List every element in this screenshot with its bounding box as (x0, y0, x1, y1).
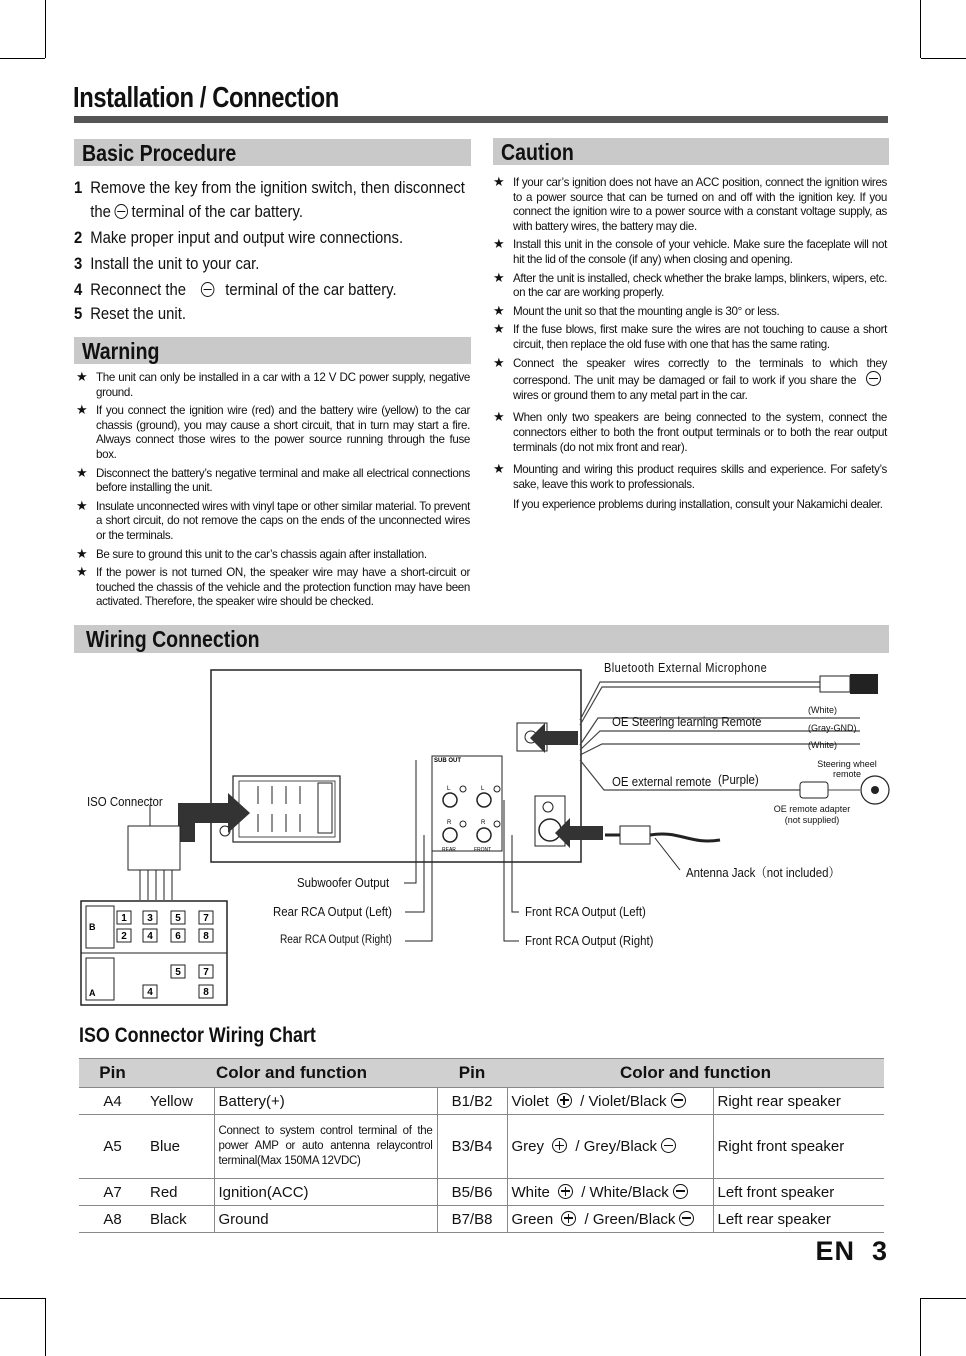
front-tag: FRONT (474, 847, 492, 853)
oe-adapter-label: OE remote adapter (not supplied) (773, 804, 851, 825)
rca-jack (477, 828, 491, 842)
bt-mic-label: Bluetooth External Microphone (604, 661, 768, 675)
color-function-header: Color and function (146, 1059, 437, 1088)
star-bullet-icon: ★ (493, 236, 505, 252)
warning-item: ★ Insulate unconnected wires with vinyl tape or other similar material. To prevent a short circuit, do not remove the caps on the ends of the unconnected wires or the terminals. (76, 497, 470, 542)
pin-number: 3 (147, 913, 153, 924)
star-bullet-icon: ★ (493, 461, 505, 477)
r-tag: R (447, 820, 452, 826)
minus-terminal-icon (866, 371, 881, 386)
caution-item: ★ Mounting and wiring this product requires skills and experience. For safety’s sake, leave this work to professionals. If you experience problems during installation, consult your Nakamichi dealer. (493, 461, 887, 512)
pin-number: 2 (121, 931, 127, 942)
caution-list (493, 176, 887, 517)
iso-connector-label: ISO Connector (87, 794, 163, 809)
basic-procedure-label: Basic Procedure (82, 140, 237, 166)
star-bullet-icon: ★ (76, 464, 88, 480)
crop-mark (920, 1298, 921, 1356)
procedure-step: 3 Install the unit to your car. (74, 255, 260, 273)
warning-label: Warning (82, 338, 160, 364)
iso-chart-title: ISO Connector Wiring Chart (79, 1024, 316, 1047)
warning-item: ★ Be sure to ground this unit to the car’s chassis again after installation. (76, 545, 427, 561)
caution-heading (493, 138, 889, 165)
l-tag: L (481, 786, 485, 792)
crop-mark (45, 0, 46, 58)
antenna-callout (655, 838, 680, 870)
crop-mark (921, 58, 966, 59)
pin-number: 8 (203, 931, 209, 942)
table-header-row (79, 1059, 884, 1088)
plus-terminal-icon (557, 1093, 572, 1108)
front-left-label: Front RCA Output (Left) (525, 904, 646, 919)
wiring-label: Wiring Connection (86, 626, 260, 652)
table-row: A8 Black Ground B7/B8 Green / Green/Black Left rear speaker (79, 1206, 884, 1233)
warning-list (76, 371, 470, 614)
pin-header: Pin (437, 1059, 507, 1088)
procedure-step: 4 Reconnect the terminal of the car battery. (74, 281, 397, 299)
mic-plug (820, 676, 850, 692)
star-bullet-icon: ★ (76, 564, 88, 580)
remote-adapter (800, 782, 828, 798)
pin-number: 6 (175, 931, 181, 942)
wiring-heading (74, 625, 889, 653)
star-bullet-icon: ★ (493, 174, 505, 189)
star-bullet-icon: ★ (493, 302, 505, 318)
iso-plug-head (128, 826, 180, 870)
caution-item: ★ If the fuse blows, first make sure the wires are not touching to cause a short circuit, then replace the old fuse with one that has the same rating. (493, 321, 887, 351)
crop-mark (0, 1298, 45, 1299)
caution-item: ★ When only two speakers are being connected to the system, connect the connectors either to both the front output terminals or to both the rear output terminals (do not mix front and rear). (493, 409, 887, 454)
rca-jack (477, 793, 491, 807)
pin-number: 7 (203, 967, 209, 978)
star-bullet-icon: ★ (76, 369, 88, 384)
caution-item: ★ Connect the speaker wires correctly to the terminals to which they correspond. The unit may be damaged or fail to work if you share the wires or ground them to any metal part in the car. (493, 354, 887, 402)
connector-b-label: B (89, 922, 96, 932)
crop-mark (0, 58, 45, 59)
warning-item: ★ Disconnect the battery’s negative terminal and make all electrical connections before installing the unit. (76, 464, 470, 495)
minus-terminal-icon (671, 1093, 686, 1108)
star-bullet-icon: ★ (493, 269, 505, 285)
procedure-step: 1 Remove the key from the ignition switch, then disconnect the terminal of the car battery. (74, 179, 465, 221)
caution-item: ★ After the unit is installed, check whether the brake lamps, blinkers, wipers, etc. on the car are working properly. (493, 269, 887, 300)
warning-item: ★ If the power is not turned ON, the speaker wire may have a short-circuit or touched the chassis of the vehicle and the protection function may have been activated. Therefore, the speaker wire should be checked. (76, 564, 470, 609)
title-rule (74, 116, 888, 123)
white-wire-label: (White) (808, 705, 837, 715)
basic-procedure-heading (74, 139, 471, 166)
rear-left-label: Rear RCA Output (Left) (273, 904, 392, 919)
procedure-step: 2 Make proper input and output wire connections. (74, 229, 404, 247)
pin-number: 8 (203, 987, 209, 998)
rear-tag: REAR (442, 847, 456, 853)
star-bullet-icon: ★ (76, 402, 88, 418)
purple-wire-label: (Purple) (718, 772, 759, 787)
table-row: A5 Blue Connect to system control terminal of the power AMP or auto antenna relaycontrol terminal(Max 150MA 12VDC) B3/B4 Grey / Grey/Black Right front speaker (79, 1115, 884, 1179)
procedure-steps (74, 176, 474, 326)
star-bullet-icon: ★ (76, 545, 88, 561)
minus-terminal-icon (673, 1184, 688, 1199)
table-row: A4 Yellow Battery(+) B1/B2 Violet / Violet/Black Right rear speaker (79, 1088, 884, 1115)
warning-heading (74, 337, 471, 364)
antenna-label: Antenna Jack（not included） (686, 865, 840, 880)
color-function-header: Color and function (507, 1059, 884, 1088)
pin-number: 5 (175, 967, 181, 978)
sub-out-tag: SUB OUT (434, 758, 461, 764)
caution-label: Caution (501, 139, 574, 165)
pin-number: 7 (203, 913, 209, 924)
front-right-label: Front RCA Output (Right) (525, 933, 654, 948)
l-tag: L (447, 786, 451, 792)
steering-remote-label: Steering wheel remote (817, 759, 877, 779)
star-bullet-icon: ★ (493, 321, 505, 337)
r-tag: R (481, 820, 486, 826)
rca-jack (443, 828, 457, 842)
procedure-step: 5 Reset the unit. (74, 305, 186, 323)
caution-item: ★ Mount the unit so that the mounting angle is 30° or less. (493, 302, 780, 318)
oe-steering-label: OE Steering learning Remote (612, 714, 762, 729)
minus-terminal-icon (201, 282, 215, 297)
subwoofer-label: Subwoofer Output (297, 875, 390, 890)
antenna-plug (620, 826, 650, 844)
pin-number: 4 (147, 931, 153, 942)
pin-number: 5 (175, 913, 181, 924)
warning-item: ★ If you connect the ignition wire (red) and the battery wire (yellow) to the car chassis (ground), you may cause a short circuit, that in turn may start a fire. Always connect those wires to the power source running through the fuse box. (76, 402, 470, 461)
oe-external-label: OE external remote (612, 774, 712, 789)
rear-right-label: Rear RCA Output (Right) (280, 934, 392, 946)
crop-mark (921, 1298, 966, 1299)
rca-jack (443, 793, 457, 807)
iso-wiring-table (79, 1058, 884, 1233)
star-bullet-icon: ★ (493, 354, 505, 370)
white-wire-label: (White) (808, 740, 837, 750)
connector-a-label: A (89, 988, 96, 998)
caution-item: ★ If your car’s ignition does not have an ACC position, connect the ignition wires to a power source that can be turned on and off with the ignition key. If you connect the ignition wire to a power source with a constant voltage supply, as with battery wires, the battery may die. (493, 174, 887, 233)
minus-terminal-icon (661, 1138, 676, 1153)
pin-number: 4 (147, 987, 153, 998)
page-number: EN 3 (815, 1236, 888, 1266)
minus-terminal-icon (679, 1211, 694, 1226)
gray-gnd-label: (Gray-GND) (808, 723, 857, 733)
caution-item: ★ Install this unit in the console of your vehicle. Make sure the faceplate will not hit the lid of the console (if any) when closing and opening. (493, 236, 887, 266)
crop-mark (920, 0, 921, 58)
star-bullet-icon: ★ (76, 497, 88, 513)
table-row: A7 Red Ignition(ACC) B5/B6 White / White/Black Left front speaker (79, 1179, 884, 1206)
page-title: Installation / Connection (73, 82, 339, 114)
plus-terminal-icon (552, 1138, 567, 1153)
minus-terminal-icon (114, 204, 128, 219)
warning-item: ★ The unit can only be installed in a car with a 12 V DC power supply, negative ground. (76, 369, 470, 399)
plus-terminal-icon (561, 1211, 576, 1226)
crop-mark (45, 1298, 46, 1356)
star-bullet-icon: ★ (493, 409, 505, 425)
pin-number: 1 (121, 913, 127, 924)
plus-terminal-icon (558, 1184, 573, 1199)
pin-header: Pin (79, 1059, 146, 1088)
